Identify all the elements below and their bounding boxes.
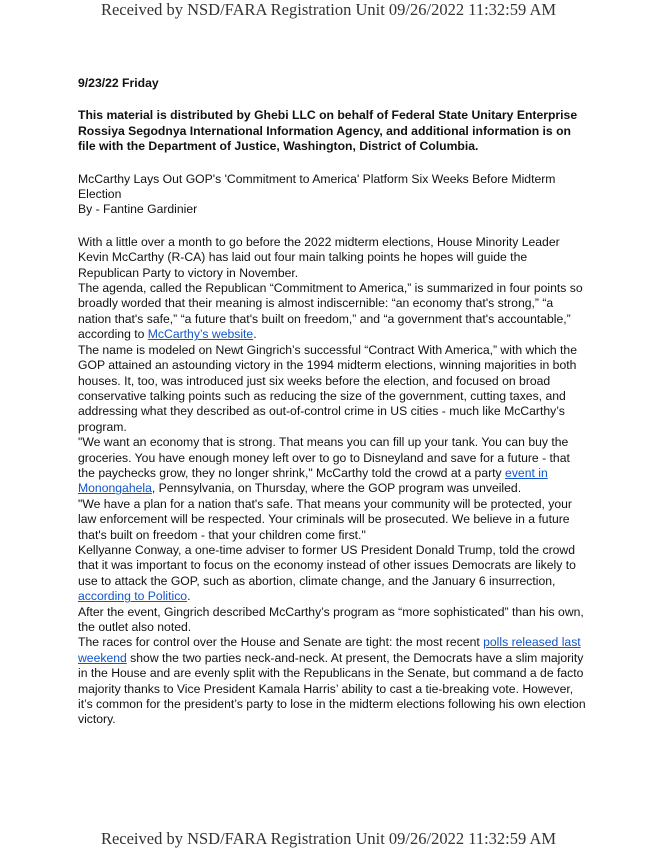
header-registration-stamp: Received by NSD/FARA Registration Unit 09/26/2022 11:32:59 AM (100, 0, 557, 19)
date-line: 9/23/22 Friday (78, 76, 159, 90)
paragraph-4 (78, 435, 588, 497)
footer-registration-stamp: Received by NSD/FARA Registration Unit 09/26/2022 11:32:59 AM (100, 829, 557, 848)
paragraph-6-text: Kellyanne Conway, a one-time adviser to former US President Donald Trump, told the crowd that it was important to focus on the economy instead of other issues Democrats are likely to use to attack the GOP, such as abortion, climate change, and the January 6 insurrection, (78, 542, 576, 588)
mccarthy-website-link[interactable]: McCarthy’s website (147, 327, 254, 342)
paragraph-8 (78, 635, 588, 727)
paragraph-2-text: The agenda, called the Republican “Commitment to America,” is summarized in four points so broadly worded that their meaning is almost indiscernible: “an economy that's strong,” “a nation that's safe,” “a future that's built on freedom,” and “a government that's accountable,” according to (78, 281, 583, 342)
monongahela-event-link[interactable]: event in Monongahela (78, 465, 548, 496)
paragraph-8-end: show the two parties neck-and-neck. At present, the Democrats have a slim majority in the House and are evenly split with the Republicans in the Senate, but command a de facto majority thanks to Vice President Kamala Harris’ ability to cast a tie-breaking vote. However, it’s common for the president’s party to lose in the midterm elections following his own election victory. (78, 650, 586, 727)
paragraph-2-end: . (253, 327, 257, 342)
paragraph-2 (78, 281, 588, 343)
fara-disclaimer: This material is distributed by Ghebi LLC on behalf of Federal State Unitary Enterprise Rossiya Segodnya International Information Agency, and additional information is on file with the Department of Justice, Washington, District of Columbia. (78, 108, 578, 154)
paragraph-5: "We have a plan for a nation that's safe. That means your community will be protected, your law enforcement will be respected. Your criminals will be prosecuted. We believe in a future that's built on freedom - that your children come first." (78, 496, 572, 542)
paragraph-6-end: . (187, 589, 191, 604)
article-headline: McCarthy Lays Out GOP's 'Commitment to America' Platform Six Weeks Before Midterm Election (78, 171, 556, 202)
polls-link[interactable]: polls released last weekend (78, 635, 581, 665)
paragraph-4-text: "We want an economy that is strong. That means you can fill up your tank. You can buy the groceries. You have enough money left over to go to Disneyland and save for a future - that the paychecks grow, they no longer shrink," McCarthy told the crowd at a party (78, 435, 570, 480)
paragraph-6 (78, 543, 588, 605)
document-body (78, 76, 588, 728)
paragraph-1: With a little over a month to go before the 2022 midterm elections, House Minority Leader Kevin McCarthy (R-CA) has laid out four main talking points he hopes will guide the Republican Party to victory in November. (78, 234, 560, 280)
politico-link[interactable]: according to Politico (78, 589, 188, 604)
paragraph-8-text: The races for control over the House and Senate are tight: the most recent (78, 635, 484, 650)
paragraph-7: After the event, Gingrich described McCarthy’s program as “more sophisticated” than his own, the outlet also noted. (78, 604, 584, 634)
article-byline: By - Fantine Gardinier (78, 202, 198, 217)
paragraph-4-end: , Pennsylvania, on Thursday, where the GOP program was unveiled. (151, 481, 522, 496)
paragraph-3: The name is modeled on Newt Gingrich’s successful “Contract With America,” with which the GOP attained an astounding victory in the 1994 midterm elections, winning majorities in both houses. It, too, was introduced just six weeks before the election, and focused on broad conservative talking points such as reducing the size of the government, cutting taxes, and addressing what they described as out-of-control crime in US cities - much like McCarthy’s program. (78, 342, 577, 434)
